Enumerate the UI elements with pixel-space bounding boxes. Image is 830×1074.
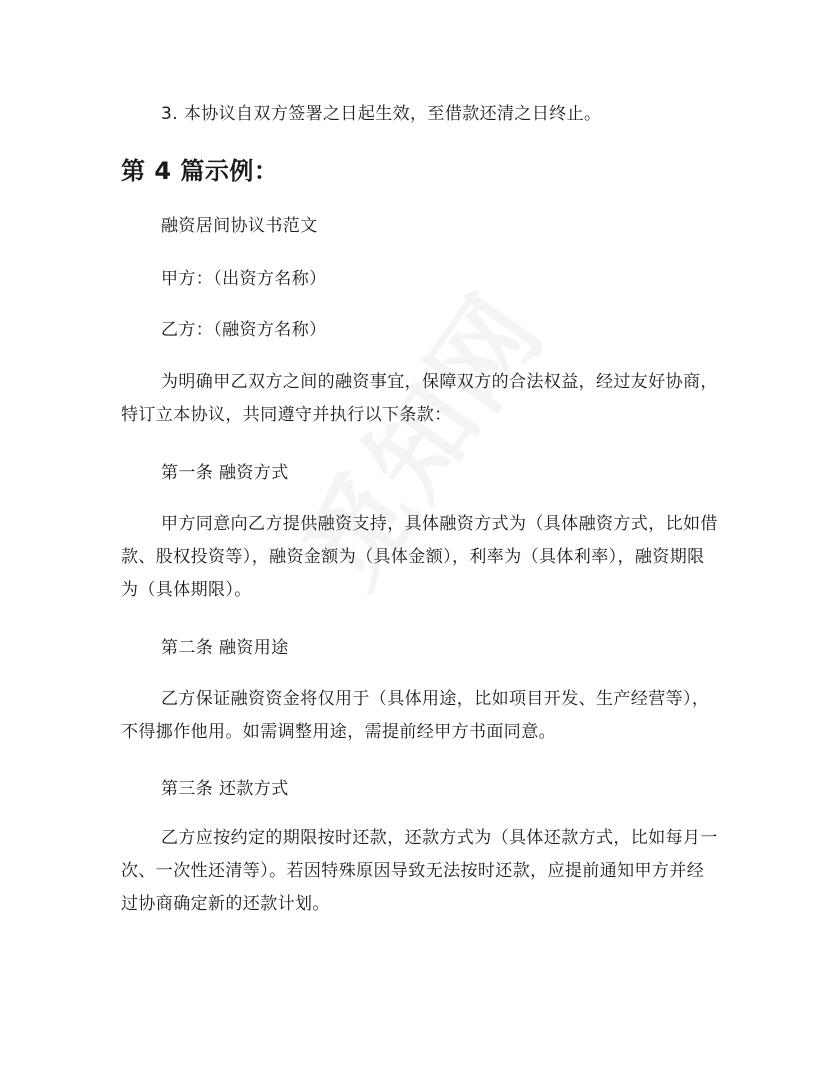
article-1-body: 甲方同意向乙方提供融资支持，具体融资方式为（具体融资方式，比如借款、股权投资等），融资金额为（具体金额），利率为（具体利率），融资期限为（具体期限）。 [121, 514, 718, 600]
document-title: 融资居间协议书范文 [161, 216, 318, 236]
article-1-title: 第一条 融资方式 [161, 463, 289, 483]
preamble-paragraph: 为明确甲乙双方之间的融资事宜，保障双方的合法权益，经过友好协商，特订立本协议，共同遵守并执行以下条款： [121, 372, 718, 425]
clause-3-text: 3. 本协议自双方签署之日起生效，至借款还清之日终止。 [161, 104, 602, 124]
party-b-line: 乙方：（融资方名称） [161, 320, 327, 340]
article-3-body: 乙方应按约定的期限按时还款，还款方式为（具体还款方式，比如每月一次、一次性还清等）。若因特殊原因导致无法按时还款，应提前通知甲方并经过协商确定新的还款计划。 [121, 828, 718, 914]
article-2-title: 第二条 融资用途 [161, 638, 289, 658]
article-3-title: 第三条 还款方式 [161, 779, 289, 799]
section-heading: 第 4 篇示例： [121, 157, 279, 185]
article-2-body: 乙方保证融资资金将仅用于（具体用途，比如项目开发、生产经营等），不得挪作他用。如需调整用途，需提前经甲方书面同意。 [121, 689, 710, 742]
party-a-line: 甲方：（出资方名称） [161, 269, 327, 289]
